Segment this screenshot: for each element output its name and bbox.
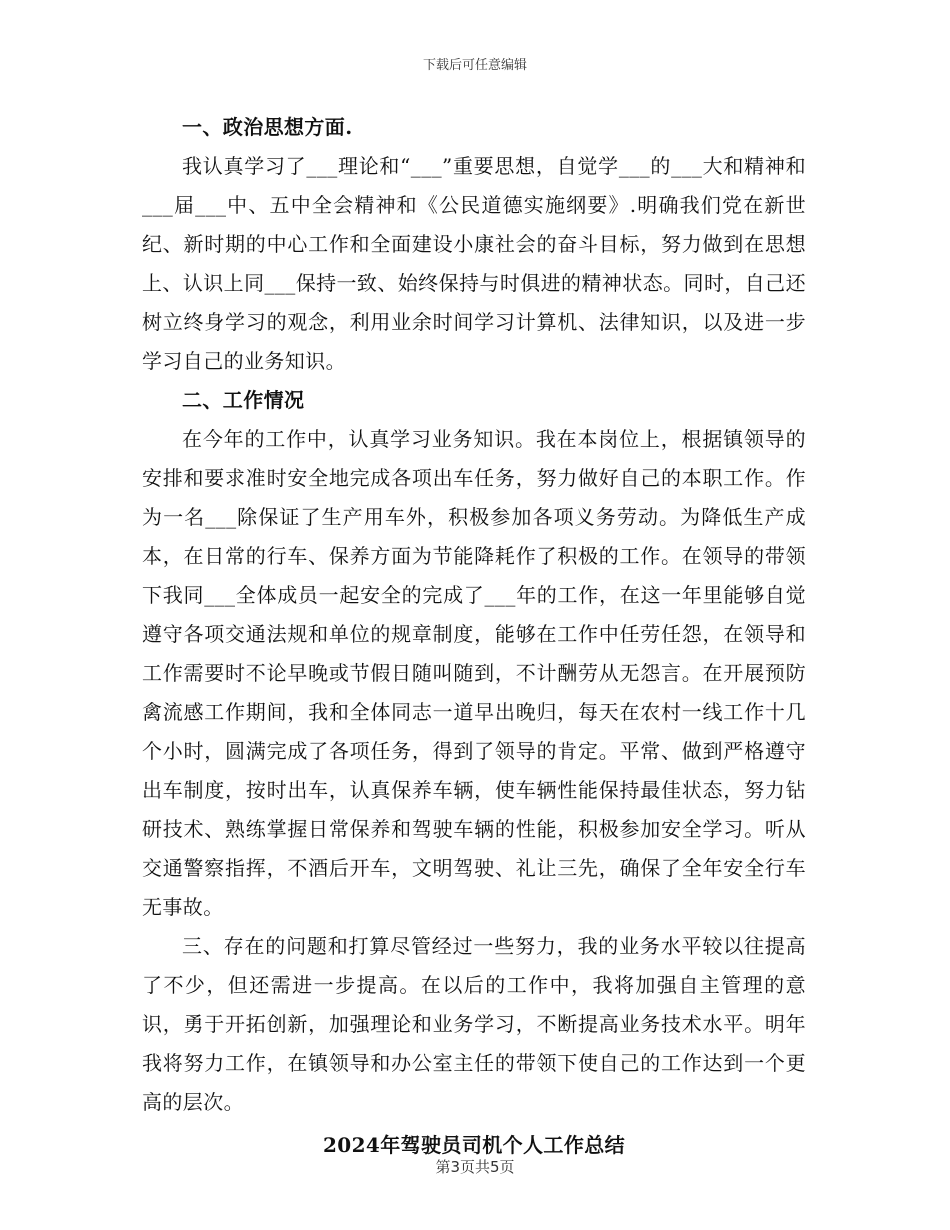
section-heading-politics: 一、政治思想方面. xyxy=(182,115,353,139)
section-heading-work: 二、工作情况 xyxy=(182,388,305,412)
next-document-title: 2024年驾驶员司机个人工作总结 xyxy=(322,1133,626,1157)
paragraph-work: 在今年的工作中，认真学习业务知识。我在本岗位上，根据镇领导的安排和要求准时安全地完成各项出车任务，努力做好自己的本职工作。作为一名___除保证了生产用车外，积极参加各项义务劳动。为降低生产成本，在日常的行车、保养方面为节能降耗作了积极的工作。在领导的带领下我同___全体成员一起安全的完成了___年的工作，在这一年里能够自觉遵守各项交通法规和单位的规章制度，能够在工作中任劳任怨，在领导和工作需要时不论早晚或节假日随叫随到，不计酬劳从无怨言。在开展预防禽流感工作期间，我和全体同志一道早出晚归，每天在农村一线工作十几个小时，圆满完成了各项任务，得到了领导的肯定。平常、做到严格遵守出车制度，按时出车，认真保养车辆，使车辆性能保持最佳状态，努力钻研技术、熟练掌握日常保养和驾驶车辆的性能，积极参加安全学习。听从交通警察指挥，不酒后开车，文明驾驶、礼让三先，确保了全年安全行车无事故。 xyxy=(142,427,806,919)
paragraph-politics: 我认真学习了___理论和“___”重要思想，自觉学___的___大和精神和___届___中、五中全会精神和《公民道德实施纲要》.明确我们党在新世纪、新时期的中心工作和全面建设小康社会的奋斗目标，努力做到在思想上、认识上同___保持一致、始终保持与时俱进的精神状态。同时，自己还树立终身学习的观念，利用业余时间学习计算机、法律知识，以及进一步学习自己的业务知识。 xyxy=(142,154,806,373)
document-body xyxy=(142,108,806,1165)
page-footer-indicator: 第3页共5页 xyxy=(435,1158,515,1176)
page-header-note: 下载后可任意编辑 xyxy=(422,58,527,73)
paragraph-problems: 三、存在的问题和打算尽管经过一些努力，我的业务水平较以往提高了不少，但还需进一步提高。在以后的工作中，我将加强自主管理的意识，勇于开拓创新，加强理论和业务学习，不断提高业务技术水平。明年我将努力工作，在镇领导和办公室主任的带领下使自己的工作达到一个更高的层次。 xyxy=(142,934,806,1114)
